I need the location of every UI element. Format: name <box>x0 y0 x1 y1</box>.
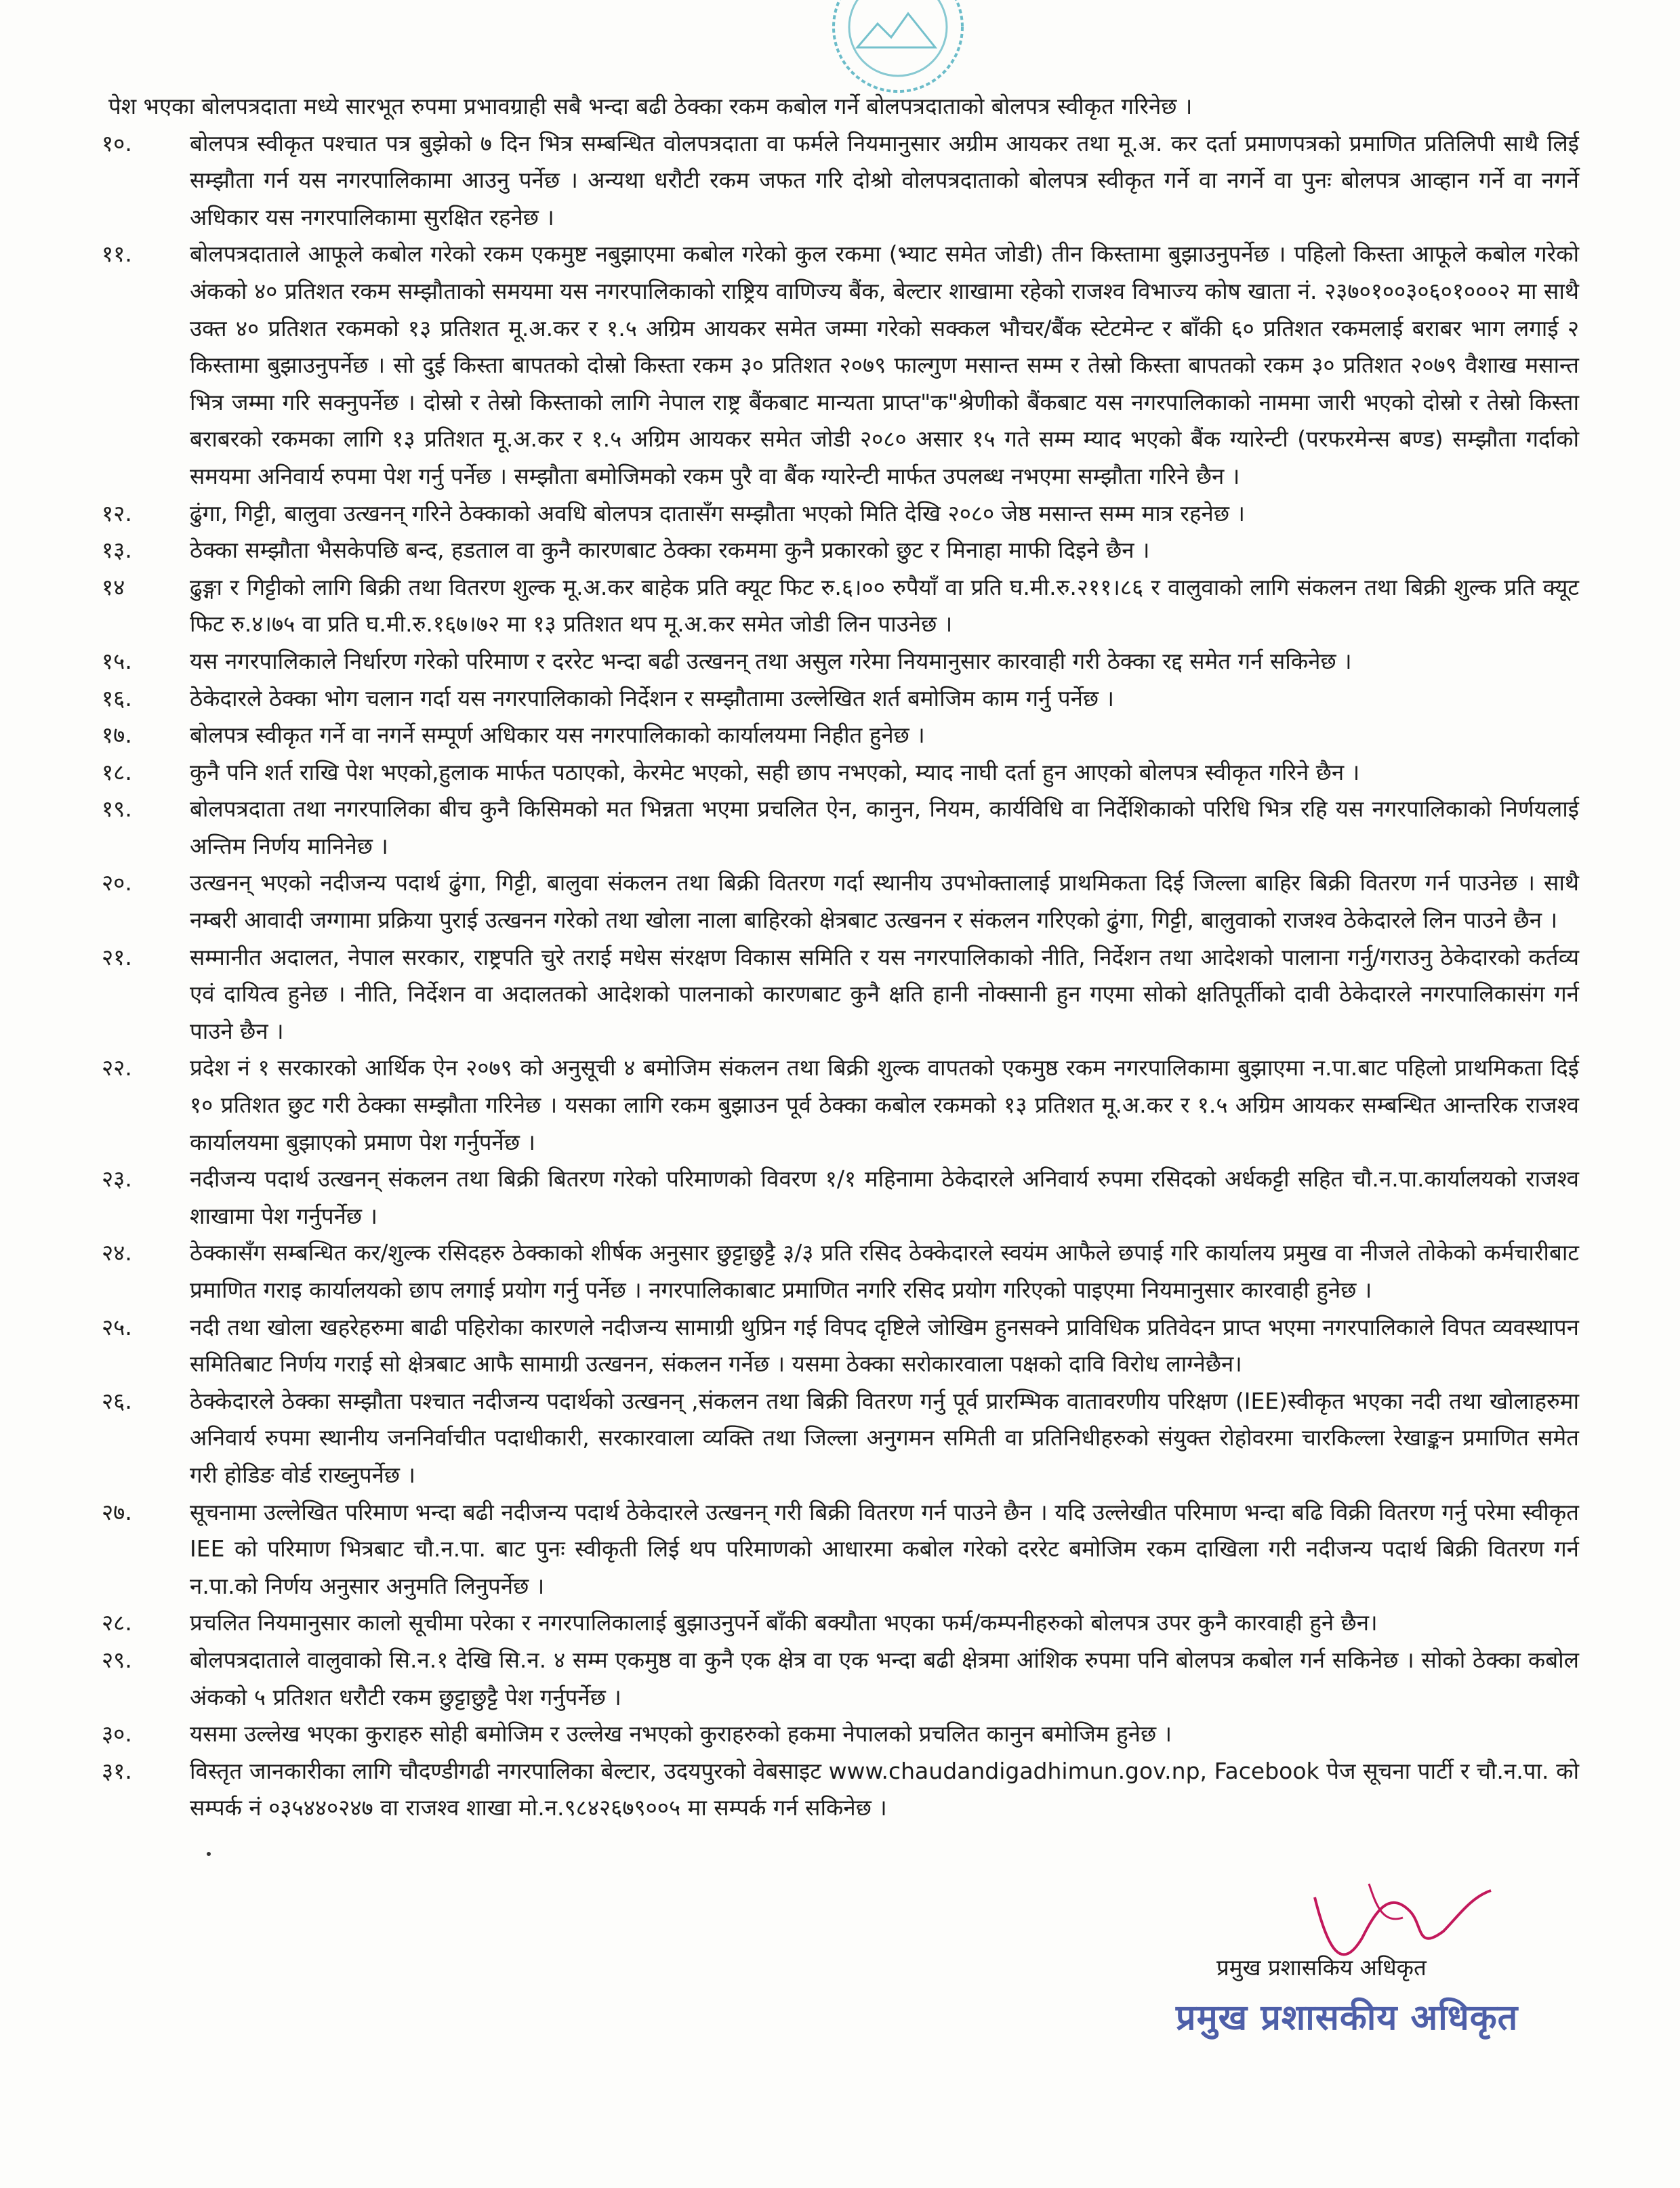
condition-item <box>102 532 1579 569</box>
condition-number: २४. <box>102 1239 132 1266</box>
condition-number: ३१. <box>102 1757 132 1784</box>
condition-item <box>102 939 1579 1050</box>
condition-text: नदी तथा खोला खहरेहरुमा बाढी पहिरोका कारणले नदीजन्य सामाग्री थुप्रिन गई विपद दृष्टिले जोखिम हुनसक्ने प्राविधिक प्रतिवेदन प्राप्त भएमा नगरपालिकाले विपत व्यवस्थापन समितिबाट निर्णय गराई सो क्षेत्रबाट आफै सामाग्री उत्खनन, संकलन गर्नेछ । यसमा ठेक्का सरोकारवाला पक्षको दावि विरोध लाग्नेछैन। <box>190 1313 1579 1378</box>
condition-item <box>102 1383 1579 1494</box>
condition-text: ठेक्केदारले ठेक्का सम्झौता पश्चात नदीजन्य पदार्थको उत्खनन् ,संकलन तथा बिक्री वितरण गर्नु पूर्व प्रारम्भिक वातावरणीय परिक्षण (IEE)स्वीकृत भएका नदी तथा खोलाहरुमा अनिवार्य रुपमा स्थानीय जननिर्वाचीत पदाधीकारी, सरकारवाला व्यक्ति तथा जिल्ला अनुगमन समिती वा प्रतिनिधीहरुको संयुक्त रोहोवरमा चारकिल्ला रेखाङ्कन प्रमाणित समेत गरी होडिङ वोर्ड राख्नुपर्नेछ । <box>190 1387 1579 1488</box>
condition-text: बोलपत्रदाता तथा नगरपालिका बीच कुनै किसिमको मत भिन्नता भएमा प्रचलित ऐन, कानुन, नियम, कार्यविधि वा निर्देशिकाको परिधि भित्र रहि यस नगरपालिकाको निर्णयलाई अन्तिम निर्णय मानिनेछ । <box>190 796 1579 859</box>
condition-text: नदीजन्य पदार्थ उत्खनन् संकलन तथा बिक्री बितरण गरेको परिमाणको विवरण १/१ महिनामा ठेकेदारले अनिवार्य रुपमा रसिदको अर्धकट्टी सहित चौ.न.पा.कार्यालयको राजश्व शाखामा पेश गर्नुपर्नेछ । <box>190 1165 1579 1229</box>
condition-item <box>102 865 1579 938</box>
condition-item <box>102 754 1579 791</box>
condition-number: २७. <box>102 1498 132 1525</box>
condition-item <box>102 569 1579 643</box>
condition-text: सम्मानीत अदालत, नेपाल सरकार, राष्ट्रपति चुरे तराई मधेस संरक्षण विकास समिति र यस नगरपालिकाको नीति, निर्देशन तथा आदेशको पालाना गर्नु/गराउनु ठेकेदारको कर्तव्य एवं दायित्व हुनेछ । नीति, निर्देशन वा अदालतको आदेशको पालनाको कारणबाट कुनै क्षति हानी नोक्सानी हुन गएमा सोको क्षतिपूर्तीको दावी ठेकेदारले नगरपालिकासंग गर्न पाउने छैन । <box>190 943 1579 1044</box>
condition-number: १७. <box>102 722 132 749</box>
signature-title: प्रमुख प्रशासकिय अधिकृत <box>1216 1954 1427 1981</box>
condition-text: प्रचलित नियमानुसार कालो सूचीमा परेका र नगरपालिकालाई बुझाउनुपर्ने बाँकी बक्यौता भएका फर्म/कम्पनीहरुको बोलपत्र उपर कुनै कारवाही हुने छैन। <box>190 1609 1378 1636</box>
condition-number: १२. <box>102 499 132 527</box>
condition-number: १५. <box>102 647 132 674</box>
condition-number: ३०. <box>102 1720 132 1748</box>
condition-item <box>102 125 1579 236</box>
notice-body <box>102 88 1579 1827</box>
condition-item <box>102 717 1579 754</box>
condition-item <box>102 1050 1579 1161</box>
condition-item <box>102 680 1579 718</box>
condition-text: ठेक्कासँग सम्बन्धित कर/शुल्क रसिदहरु ठेक्काको शीर्षक अनुसार छुट्टाछुट्टै ३/३ प्रति रसिद ठेक्केदारले स्वयंम आफैले छपाई गरि कार्यालय प्रमुख वा नीजले तोकेको कर्मचारीबाट प्रमाणित गराइ कार्यालयको छाप लगाई प्रयोग गर्नु पर्नेछ । नगरपालिकाबाट प्रमाणित नगरि रसिद प्रयोग गरिएको पाइएमा नियमानुसार कारवाही हुनेछ । <box>190 1239 1579 1303</box>
page-mark <box>207 1852 211 1856</box>
condition-number: ११. <box>102 241 132 268</box>
condition-text: यस नगरपालिकाले निर्धारण गरेको परिमाण र दररेट भन्दा बढी उत्खनन् तथा असुल गरेमा नियमानुसार कारवाही गरी ठेक्का रद्द समेत गर्न सकिनेछ । <box>190 647 1352 674</box>
condition-item <box>102 236 1579 495</box>
condition-item <box>102 1716 1579 1753</box>
condition-text: बोलपत्र स्वीकृत गर्ने वा नगर्ने सम्पूर्ण अधिकार यस नगरपालिकाको कार्यालयमा निहीत हुनेछ । <box>190 722 925 749</box>
condition-text: ठेकेदारले ठेक्का भोग चलान गर्दा यस नगरपालिकाको निर्देशन र सम्झौतामा उल्लेखित शर्त बमोजिम काम गर्नु पर्नेछ । <box>190 684 1115 711</box>
condition-text: ठेक्का सम्झौता भैसकेपछि बन्द, हडताल वा कुनै कारणबाट ठेक्का रकममा कुनै प्रकारको छुट र मिनाहा माफी दिइने छैन । <box>190 537 1150 564</box>
condition-text: विस्तृत जानकारीका लागि चौदण्डीगढी नगरपालिका बेल्टार, उदयपुरको वेबसाइट www.chaudandigadhimun.gov.np, Facebook पेज सूचना पार्टी र चौ.न.पा. को सम्पर्क नं ०३५४४०२४७ वा राजश्व शाखा मो.न.९८४२६७९००५ मा सम्पर्क गर्न सकिनेछ । <box>190 1757 1579 1821</box>
condition-item <box>102 643 1579 680</box>
condition-number: १९. <box>102 796 132 823</box>
condition-item <box>102 1309 1579 1383</box>
condition-text: कुनै पनि शर्त राखि पेश भएको,हुलाक मार्फत पठाएको, केरमेट भएको, सही छाप नभएको, म्याद नाघी दर्ता हुन आएको बोलपत्र स्वीकृत गरिने छैन । <box>190 758 1360 785</box>
condition-item <box>102 1235 1579 1308</box>
condition-item <box>102 1605 1579 1642</box>
condition-number: १०. <box>102 129 132 157</box>
condition-item <box>102 1753 1579 1827</box>
condition-item <box>102 1161 1579 1235</box>
condition-number: २०. <box>102 869 132 896</box>
condition-number: १६. <box>102 684 132 711</box>
condition-item <box>102 791 1579 865</box>
condition-text: बोलपत्रदाताले वालुवाको सि.न.१ देखि सि.न. ४ सम्म एकमुष्ठ वा कुनै एक क्षेत्र वा एक भन्दा बढी क्षेत्रमा आंशिक रुपमा पनि बोलपत्र कबोल गर्न सकिनेछ । सोको ठेक्का कबोल अंकको ५ प्रतिशत धरौटी रकम छुट्टाछुट्टै पेश गर्नुपर्नेछ । <box>190 1646 1579 1710</box>
condition-text: बोलपत्र स्वीकृत पश्चात पत्र बुझेको ७ दिन भित्र सम्बन्धित वोलपत्रदाता वा फर्मले नियमानुसार अग्रीम आयकर तथा मू.अ. कर दर्ता प्रमाणपत्रको प्रमाणित प्रतिलिपी साथै लिई सम्झौता गर्न यस नगरपालिकामा आउनु पर्नेछ । अन्यथा धरौटी रकम जफत गरि दोश्रो वोलपत्रदाताको बोलपत्र स्वीकृत गर्ने वा नगर्ने वा पुनः बोलपत्र आव्हान गर्ने वा नगर्ने अधिकार यस नगरपालिकामा सुरक्षित रहनेछ । <box>190 129 1579 230</box>
condition-number: २९. <box>102 1646 132 1673</box>
condition-text: सूचनामा उल्लेखित परिमाण भन्दा बढी नदीजन्य पदार्थ ठेकेदारले उत्खनन् गरी बिक्री वितरण गर्न पाउने छैन । यदि उल्लेखीत परिमाण भन्दा बढि विक्री वितरण गर्नु परेमा स्वीकृत IEE को परिमाण भित्रबाट चौ.न.पा. बाट पुनः स्वीकृती लिई थप परिमाणको आधारमा कबोल गरेको दररेट बमोजिम रकम दाखिला गरी नदीजन्य पदार्थ बिक्री वितरण गर्न न.पा.को निर्णय अनुसार अनुमति लिनुपर्नेछ । <box>190 1498 1579 1599</box>
municipality-seal-stamp <box>827 0 969 102</box>
condition-text: ढुंगा, गिट्टी, बालुवा उत्खनन् गरिने ठेक्काको अवधि बोलपत्र दातासँग सम्झौता भएको मिति देखि २०८० जेष्ठ मसान्त सम्म मात्र रहनेछ । <box>190 499 1245 527</box>
condition-number: २८. <box>102 1609 132 1636</box>
conditions-list <box>102 125 1579 1827</box>
condition-item <box>102 1494 1579 1605</box>
condition-item <box>102 1642 1579 1716</box>
condition-number: २२. <box>102 1054 132 1081</box>
condition-number: २५. <box>102 1313 132 1340</box>
condition-item <box>102 495 1579 533</box>
condition-number: १३. <box>102 537 132 564</box>
condition-number: २३. <box>102 1165 132 1193</box>
condition-text: उत्खनन् भएको नदीजन्य पदार्थ ढुंगा, गिट्टी, बालुवा संकलन तथा बिक्री वितरण गर्दा स्थानीय उपभोक्तालाई प्राथमिकता दिई जिल्ला बाहिर बिक्री वितरण गर्न पाउनेछ । साथै नम्बरी आवादी जग्गामा प्रक्रिया पुराई उत्खनन गरेको तथा खोला नाला बाहिरको क्षेत्रबाट उत्खनन र संकलन गरिएको ढुंगा, गिट्टी, बालुवाको राजश्व ठेकेदारले लिन पाउने छैन । <box>190 869 1579 934</box>
opening-line: पेश भएका बोलपत्रदाता मध्ये सारभूत रुपमा प्रभावग्राही सबै भन्दा बढी ठेक्का रकम कबोल गर्ने बोलपत्रदाताको बोलपत्र स्वीकृत गरिनेछ । <box>108 93 1193 119</box>
condition-text: प्रदेश नं १ सरकारको आर्थिक ऐन २०७९ को अनुसूची ४ बमोजिम संकलन तथा बिक्री शुल्क वापतको एकमुष्ठ रकम नगरपालिकामा बुझाएमा न.पा.बाट पहिलो प्राथमिकता दिई १० प्रतिशत छुट गरी ठेक्का सम्झौता गरिनेछ । यसका लागि रकम बुझाउन पूर्व ठेक्का कबोल रकमको १३ प्रतिशत मू.अ.कर र १.५ अग्रिम आयकर सम्बन्धित आन्तरिक राजश्व कार्यालयमा बुझाएको प्रमाण पेश गर्नुपर्नेछ । <box>190 1054 1579 1155</box>
condition-text: बोलपत्रदाताले आफूले कबोल गरेको रकम एकमुष्ट नबुझाएमा कबोल गरेको कुल रकमा (भ्याट समेत जोडी) तीन किस्तामा बुझाउनुपर्नेछ । पहिलो किस्ता आफूले कबोल गरेको अंकको ४० प्रतिशत रकम सम्झौताको समयमा यस नगरपालिकाको राष्ट्रिय वाणिज्य बैंक, बेल्टार शाखामा रहेको राजश्व विभाज्य कोष खाता नं. २३७०१००३०६०१०००२ मा साथै उक्त ४० प्रतिशत रकमको १३ प्रतिशत मू.अ.कर र १.५ अग्रिम आयकर समेत जम्मा गरेको सक्कल भौचर/बैंक स्टेटमेन्ट र बाँकी ६० प्रतिशत रकमलाई बराबर भाग लगाई २ किस्तामा बुझाउनुपर्नेछ । सो दुई किस्ता बापतको दोस्रो किस्ता रकम ३० प्रतिशत २०७९ फाल्गुण मसान्त सम्म र तेस्रो किस्ता बापतको रकम ३० प्रतिशत २०७९ वैशाख मसान्त भित्र जम्मा गरि सक्नुपर्नेछ । दोस्रो र तेस्रो किस्ताको लागि नेपाल राष्ट्र बैंकबाट मान्यता प्राप्त"क"श्रेणीको बैंकबाट यस नगरपालिकाको नाममा जारी भएको दोस्रो र तेस्रो किस्ता बराबरको रकमका लागि १३ प्रतिशत मू.अ.कर र १.५ अग्रिम आयकर समेत जोडी २०८० असार १५ गते सम्म म्याद भएको बैंक ग्यारेन्टी (परफरमेन्स बण्ड) सम्झौता गर्दाको समयमा अनिवार्य रुपमा पेश गर्नु पर्नेछ । सम्झौता बमोजिमको रकम पुरै वा बैंक ग्यारेन्टी मार्फत उपलब्ध नभएमा सम्झौता गरिने छैन । <box>190 241 1579 489</box>
condition-number: २१. <box>102 943 132 970</box>
signature-stamp: प्रमुख प्रशासकीय अधिकृत <box>1176 1998 1519 2038</box>
condition-number: १८. <box>102 758 132 785</box>
condition-number: २६. <box>102 1387 132 1414</box>
condition-text: यसमा उल्लेख भएका कुराहरु सोही बमोजिम र उल्लेख नभएको कुराहरुको हकमा नेपालको प्रचलित कानुन बमोजिम हुनेछ । <box>190 1720 1172 1748</box>
condition-text: ढुङ्गा र गिट्टीको लागि बिक्री तथा वितरण शुल्क मू.अ.कर बाहेक प्रति क्यूट फिट रु.६।०० रुपैयाँ वा प्रति घ.मी.रु.२११।८६ र वालुवाको लागि संकलन तथा बिक्री शुल्क प्रति क्यूट फिट रु.४।७५ वा प्रति घ.मी.रु.१६७।७२ मा १३ प्रतिशत थप मू.अ.कर समेत जोडी लिन पाउनेछ । <box>190 573 1579 638</box>
condition-number: १४ <box>102 573 125 600</box>
